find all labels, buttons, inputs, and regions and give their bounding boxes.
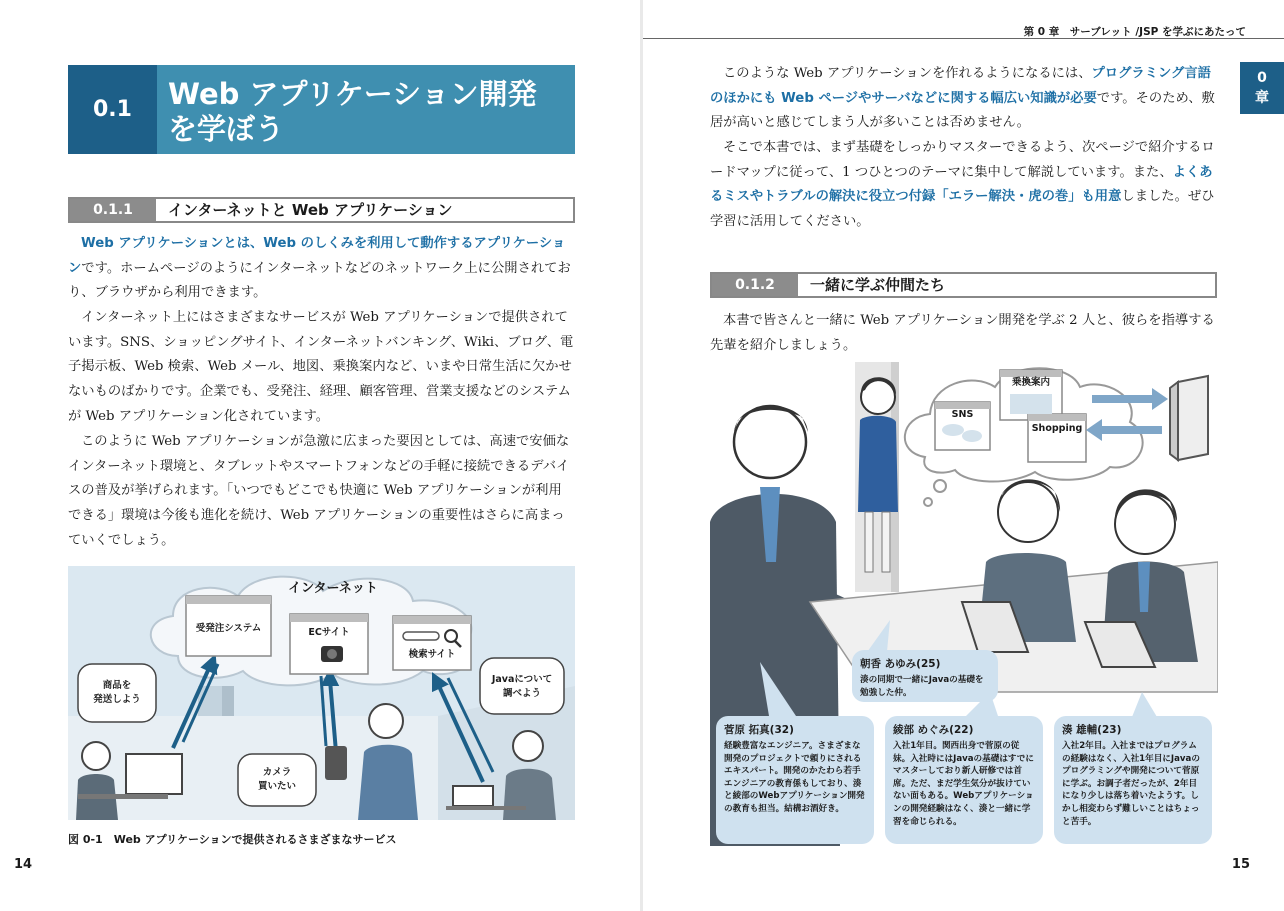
search-site-window-label: 検索サイト	[408, 649, 456, 660]
paragraph-1-highlight: Web アプリケーションとは、Web のしくみを利用して動作するアプリケーション	[68, 236, 566, 276]
character-name: 朝香 あゆみ(25)	[860, 658, 941, 670]
character-name: 湊 雄輔(23)	[1062, 724, 1122, 736]
chapter-tab-label: 章	[1255, 90, 1269, 106]
paragraph-4	[710, 62, 1218, 136]
paragraph-5-highlight: よくあるミスやトラブルの解決に役立つ付録「エラー解決・虎の巻」も用意	[710, 164, 1213, 205]
subsection-title: 一緒に学ぶ仲間たち	[810, 276, 946, 294]
character-name: 綾部 めぐみ(22)	[893, 724, 974, 736]
character-name: 菅原 拓真(32)	[724, 724, 794, 736]
left-page	[0, 0, 640, 911]
character-description: 入社1年目。関西出身で菅原の従妹。入社時にはJavaの基礎はすでにマスターしており新人研修では首席。ただ、まだ学生気分が抜けていない面もある。Webアプリケーションの開発経験はなく、湊と一緒に学習を命じられる。	[893, 741, 1034, 827]
paragraph-6: 本書で皆さんと一緒に Web アプリケーション開発を学ぶ 2 人と、彼らを指導する先輩を紹介しましょう。	[710, 313, 1215, 353]
character-card-ayabe	[885, 716, 1043, 844]
subsection-number: 0.1.1	[70, 199, 156, 221]
figure-web-services	[68, 566, 575, 820]
window-label-transfer: 乗換案内	[1011, 377, 1050, 388]
character-card-sugawara	[716, 716, 874, 844]
bubble-research-java: Javaについて 調べよう	[491, 674, 553, 699]
internet-cloud-label: インターネット	[288, 581, 378, 596]
bubble-ship-product: 商品を 発送しよう	[93, 680, 141, 705]
bubble-buy-camera: カメラ 買いたい	[257, 767, 296, 792]
section-title-line1: Web アプリケーション開発	[168, 77, 537, 111]
paragraph-3: このように Web アプリケーションが急激に広まった要因としては、高速で安価なインターネット環境と、タブレットやスマートフォンなどの手軽に接続できるデバイスの普及が挙げられます。「いつでもどこでも快適に Web アプリケーションが利用できる」環境は今後も進化を続け、Web アプリケーションの重要性はさらに高まっていくでしょう。	[68, 434, 570, 548]
order-system-window-label: 受発注システム	[195, 623, 262, 634]
ec-site-window-label: ECサイト	[308, 627, 350, 638]
paragraph-2: インターネット上にはさまざまなサービスが Web アプリケーションで提供されています。SNS、ショッピングサイト、インターネットバンキング、Wiki、ブログ、電子掲示板、Web 検索、Web メール、地図、乗換案内など、いまや日常生活に欠かせないものばかりです。企業でも、受発注、経理、顧客管理、営業支援などのシステムが Web アプリケーション化されています。	[68, 310, 574, 424]
paragraph-4-highlight: プログラミング言語のほかにも Web ページやサーバなどに関する幅広い知識が必要	[710, 66, 1211, 106]
paragraph-1-text: です。ホームページのようにインターネットなどのネットワーク上に公開されており、ブラウザから利用できます。	[68, 260, 571, 301]
paragraph-5	[710, 136, 1218, 235]
character-description: 湊の同期で一緒にJavaの基礎を勉強した仲。	[860, 675, 984, 698]
subsection-number: 0.1.2	[712, 274, 798, 296]
subsection-heading-0-1-1	[68, 197, 575, 223]
paragraph-4-text-a: このような Web アプリケーションを作れるようになるには、	[723, 66, 1092, 81]
right-page	[643, 0, 1284, 911]
window-label-shopping: Shopping	[1031, 423, 1083, 434]
character-card-asaka	[852, 650, 998, 702]
chapter-tab-number: 0	[1257, 70, 1267, 86]
section-title-line2: を学ぼう	[168, 112, 285, 146]
figure-caption: 図 0-1 Web アプリケーションで提供されるさまざまなサービス	[68, 833, 397, 846]
section-title-block	[68, 65, 575, 154]
subsection-title: インターネットと Web アプリケーション	[168, 201, 453, 219]
page-number-right: 15	[1231, 857, 1250, 872]
paragraph-5-text-a: そこで本書では、まず基礎をしっかりマスターできるよう、次ページで紹介するロードマップに従って、1 つひとつのテーマに集中して解説しています。また、	[710, 140, 1215, 180]
section-title-number: 0.1	[68, 65, 157, 154]
character-card-minato	[1054, 716, 1212, 844]
window-label-sns: SNS	[951, 409, 974, 420]
subsection-heading-0-1-2	[710, 272, 1217, 298]
running-head: 第 0 章 サーブレット /JSP を学ぶにあたって	[1023, 26, 1246, 38]
chapter-tab	[1240, 62, 1284, 114]
section-title	[168, 77, 537, 147]
character-description: 入社2年目。入社まではプログラムの経験はなく、入社1年目にJavaのプログラミングや開発について菅原に学ぶ。お調子者だったが、2年目になり少しは落ち着いたようす。しかし相変わらず難しいことはちょっと苦手。	[1062, 741, 1200, 827]
figure-characters	[710, 362, 1218, 846]
paragraph-1	[68, 232, 575, 306]
paragraph-5-text-b: しました。ぜひ学習に活用してください。	[710, 189, 1215, 230]
character-description: 経験豊富なエンジニア。さまざまな開発のプロジェクトで頼りにされるエキスパート。開発のかたわら若手エンジニアの教育係もしており、湊と綾部のWebアプリケーション開発の教育も担当。結構お酒好き。	[724, 741, 865, 814]
running-head-rule	[643, 38, 1284, 39]
page-number-left: 14	[14, 857, 33, 872]
paragraph-4-text-b: です。そのため、敷居が高いと感じてしまう人が多いことは否めません。	[710, 90, 1215, 131]
